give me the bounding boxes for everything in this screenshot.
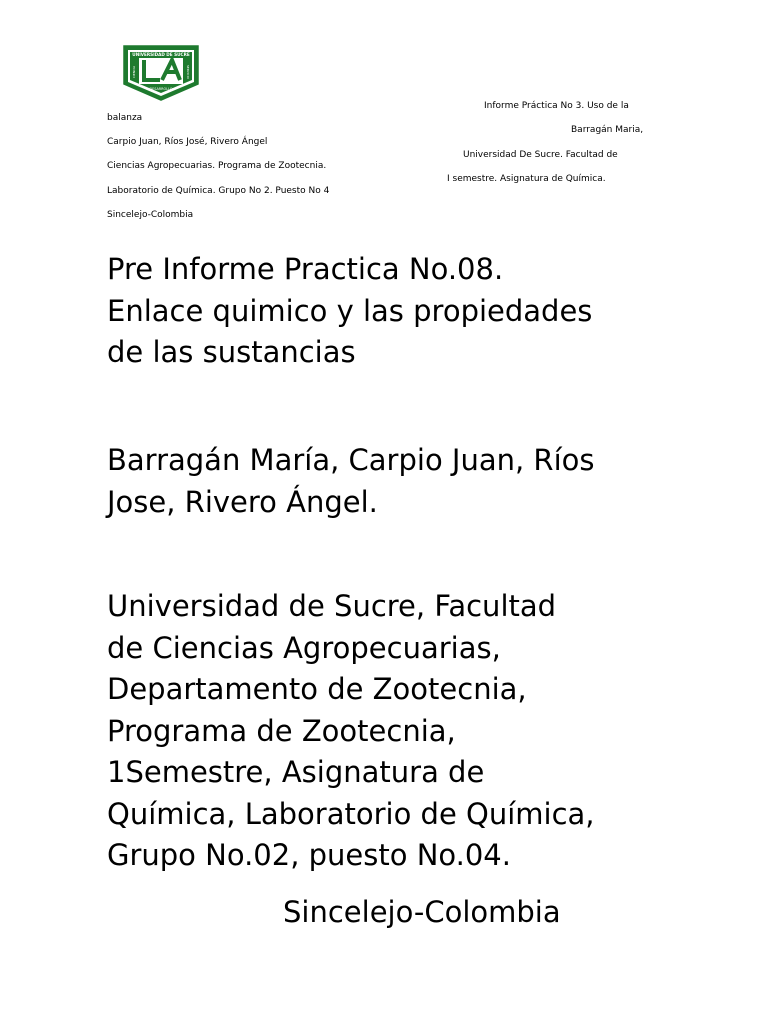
city: Sincelejo-Colombia — [283, 895, 561, 929]
header-left-line-4: Laboratorio de Química. Grupo No 2. Puesto No 4 — [107, 186, 330, 196]
header-right-line-4: I semestre. Asignatura de Química. — [447, 174, 606, 184]
title-line-1: Pre Informe Practica No.08. — [107, 252, 504, 286]
header-left-line-3: Ciencias Agropecuarias. Programa de Zootecnia. — [107, 161, 327, 171]
logo-top-text: UNIVERSIDAD DE SUCRE — [132, 52, 190, 57]
affiliation-line-3: Departamento de Zootecnia, — [107, 672, 527, 706]
affiliation-line-4: Programa de Zootecnia, — [107, 713, 456, 748]
header-left-line-5: Sincelejo-Colombia — [107, 210, 194, 220]
authors — [107, 440, 707, 523]
affiliation-line-1: Universidad de Sucre, Facultad — [107, 589, 557, 623]
document-title — [107, 249, 707, 374]
header-left-line-2: Carpio Juan, Ríos José, Rivero Ángel — [107, 137, 268, 147]
header-left-line-1: balanza — [107, 113, 143, 123]
logo-right-text: SERVICIO — [186, 65, 190, 79]
affiliation-line-2: de Ciencias Agropecuarias, — [107, 630, 501, 665]
authors-line-1: Barragán María, Carpio Juan, Ríos — [107, 443, 595, 477]
header-right-line-2: Barragán Maria, — [571, 125, 644, 135]
logo-bottom-text: DESARROLLO — [149, 87, 173, 91]
affiliation — [107, 586, 707, 877]
affiliation-line-7: Grupo No.02, puesto No.04. — [107, 838, 511, 872]
university-logo — [122, 44, 200, 102]
title-line-3: de las sustancias — [107, 335, 356, 369]
header-right-line-3: Universidad De Sucre. Facultad de — [463, 150, 618, 160]
authors-line-2: Jose, Rivero Ángel. — [107, 484, 378, 519]
logo-left-text: CIENCIA — [132, 65, 136, 79]
header-right-line-1: Informe Práctica No 3. Uso de la — [484, 101, 629, 111]
affiliation-line-5: 1Semestre, Asignatura de — [107, 755, 485, 789]
title-line-2: Enlace quimico y las propiedades — [107, 293, 593, 328]
affiliation-line-6: Química, Laboratorio de Química, — [107, 796, 595, 831]
